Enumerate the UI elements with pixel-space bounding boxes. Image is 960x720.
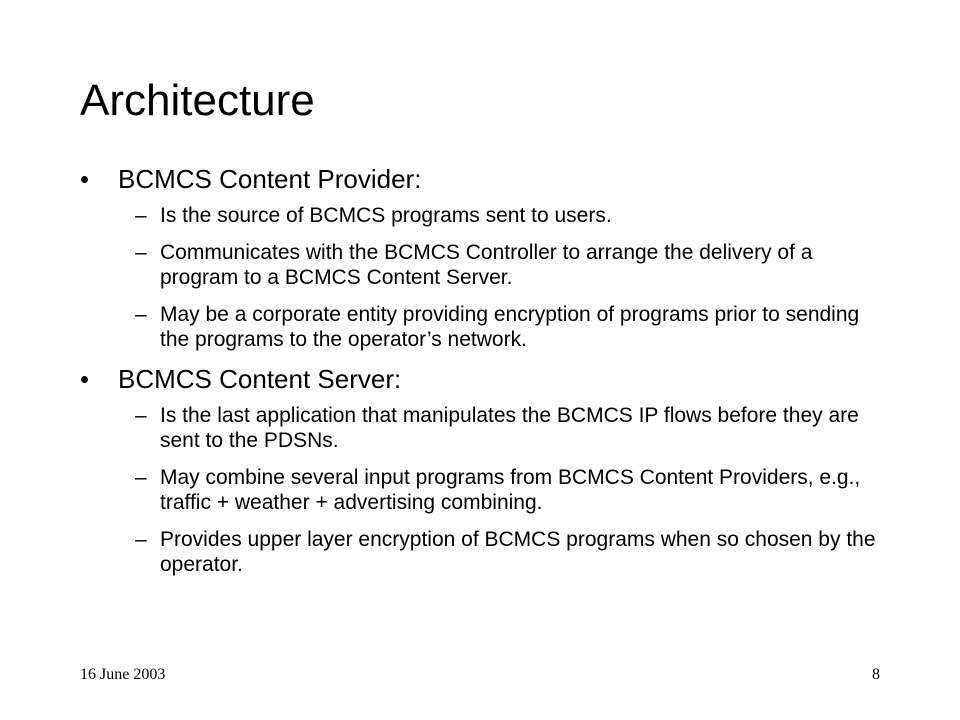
bullet-text: BCMCS Content Provider: xyxy=(118,164,422,194)
bullet-marker: • xyxy=(80,364,90,394)
dash-marker: – xyxy=(135,241,147,264)
bullet-marker: • xyxy=(80,164,90,194)
sub-bullet-text: Provides upper layer encryption of BCMCS programs when so chosen by the operator. xyxy=(160,528,876,576)
bullet-content-server xyxy=(80,364,880,394)
sub-bullet xyxy=(80,302,880,352)
sub-bullet xyxy=(80,403,880,453)
footer-page-number: 8 xyxy=(872,666,880,683)
sub-bullet-text: May combine several input programs from BCMCS Content Providers, e.g., traffic + weather + advertising combining. xyxy=(160,466,861,514)
slide-title: Architecture xyxy=(80,76,315,125)
bullet-content-provider xyxy=(80,164,880,194)
sub-bullet xyxy=(80,465,880,515)
sublist-content-provider xyxy=(80,203,880,352)
slide-body xyxy=(80,164,880,589)
bullet-text: BCMCS Content Server: xyxy=(118,364,402,394)
sub-bullet-text: Is the last application that manipulates the BCMCS IP flows before they are sent to the PDSNs. xyxy=(160,404,859,452)
footer-date: 16 June 2003 xyxy=(80,666,166,683)
sub-bullet-text: Communicates with the BCMCS Controller to arrange the delivery of a program to a BCMCS Content Server. xyxy=(160,241,813,289)
sub-bullet xyxy=(80,527,880,577)
sub-bullet xyxy=(80,240,880,290)
dash-marker: – xyxy=(135,404,147,427)
dash-marker: – xyxy=(135,466,147,489)
dash-marker: – xyxy=(135,528,147,551)
sublist-content-server xyxy=(80,403,880,577)
sub-bullet-text: Is the source of BCMCS programs sent to users. xyxy=(160,204,612,227)
dash-marker: – xyxy=(135,204,147,227)
dash-marker: – xyxy=(135,303,147,326)
sub-bullet xyxy=(80,203,880,228)
sub-bullet-text: May be a corporate entity providing encryption of programs prior to sending the programs to the operator’s network. xyxy=(160,303,860,351)
